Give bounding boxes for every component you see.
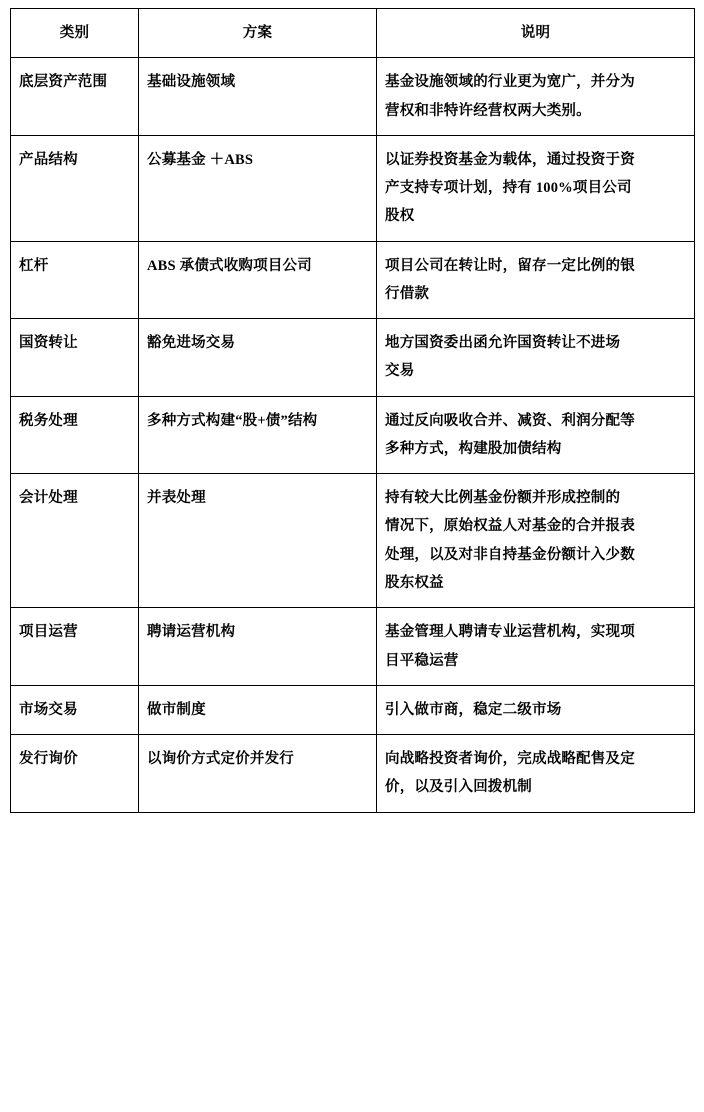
table-row <box>11 319 695 397</box>
cell-plan: 并表处理 <box>139 474 377 608</box>
cell-plan: 做市制度 <box>139 685 377 734</box>
cell-category: 底层资产范围 <box>11 58 139 136</box>
table-row <box>11 396 695 474</box>
cell-description-line: 多种方式，构建股加债结构 <box>385 440 562 457</box>
cell-description-line: 情况下，原始权益人对基金的合并报表 <box>385 518 635 535</box>
cell-description-line: 行借款 <box>385 285 430 302</box>
cell-category: 税务处理 <box>11 396 139 474</box>
table-row <box>11 58 695 136</box>
cell-description-line: 交易 <box>385 363 415 380</box>
cell-category: 会计处理 <box>11 474 139 608</box>
table-row <box>11 735 695 813</box>
spec-table <box>10 8 695 813</box>
table-header-row <box>11 9 695 58</box>
cell-description <box>377 58 695 136</box>
cell-description-line: 股东权益 <box>385 574 444 591</box>
cell-description-line: 股权 <box>385 208 415 225</box>
table-header <box>11 9 695 58</box>
cell-description-line: 处理，以及对非自持基金份额计入少数 <box>385 546 635 563</box>
cell-description-line: 基金管理人聘请专业运营机构，实现项 <box>385 624 635 641</box>
cell-plan: 基础设施领域 <box>139 58 377 136</box>
cell-description <box>377 241 695 319</box>
cell-category: 发行询价 <box>11 735 139 813</box>
cell-description <box>377 735 695 813</box>
table-row <box>11 241 695 319</box>
cell-description-line: 引入做市商，稳定二级市场 <box>385 701 562 718</box>
cell-description <box>377 685 695 734</box>
cell-category: 杠杆 <box>11 241 139 319</box>
cell-plan: 聘请运营机构 <box>139 608 377 686</box>
cell-category: 国资转让 <box>11 319 139 397</box>
cell-description-line: 以证券投资基金为载体，通过投资于资 <box>385 151 635 168</box>
column-header-description: 说明 <box>377 9 695 58</box>
cell-description-line: 目平稳运营 <box>385 652 459 669</box>
cell-description-line: 向战略投资者询价，完成战略配售及定 <box>385 751 635 768</box>
cell-plan: 公募基金 ＋ABS <box>139 135 377 241</box>
column-header-category: 类别 <box>11 9 139 58</box>
cell-description-line: 基金设施领域的行业更为宽广，并分为 <box>385 74 635 91</box>
cell-category: 项目运营 <box>11 608 139 686</box>
cell-plan: ABS 承债式收购项目公司 <box>139 241 377 319</box>
cell-description <box>377 319 695 397</box>
cell-description-line: 营权和非特许经营权两大类别。 <box>385 102 591 119</box>
table-row <box>11 135 695 241</box>
table-row <box>11 474 695 608</box>
cell-plan: 豁免进场交易 <box>139 319 377 397</box>
cell-description <box>377 135 695 241</box>
cell-description-line: 地方国资委出函允许国资转让不进场 <box>385 335 621 352</box>
cell-description-line: 项目公司在转让时，留存一定比例的银 <box>385 257 635 274</box>
cell-description-line: 持有较大比例基金份额并形成控制的 <box>385 490 621 507</box>
cell-plan: 多种方式构建“股+债”结构 <box>139 396 377 474</box>
table-row <box>11 685 695 734</box>
table-body <box>11 58 695 812</box>
cell-description <box>377 608 695 686</box>
cell-plan: 以询价方式定价并发行 <box>139 735 377 813</box>
cell-description-line: 产支持专项计划，持有 100%项目公司 <box>385 180 632 197</box>
cell-description <box>377 396 695 474</box>
cell-description <box>377 474 695 608</box>
cell-category: 产品结构 <box>11 135 139 241</box>
cell-category: 市场交易 <box>11 685 139 734</box>
cell-description-line: 价，以及引入回拨机制 <box>385 779 532 796</box>
table-row <box>11 608 695 686</box>
column-header-plan: 方案 <box>139 9 377 58</box>
cell-description-line: 通过反向吸收合并、减资、利润分配等 <box>385 412 635 429</box>
